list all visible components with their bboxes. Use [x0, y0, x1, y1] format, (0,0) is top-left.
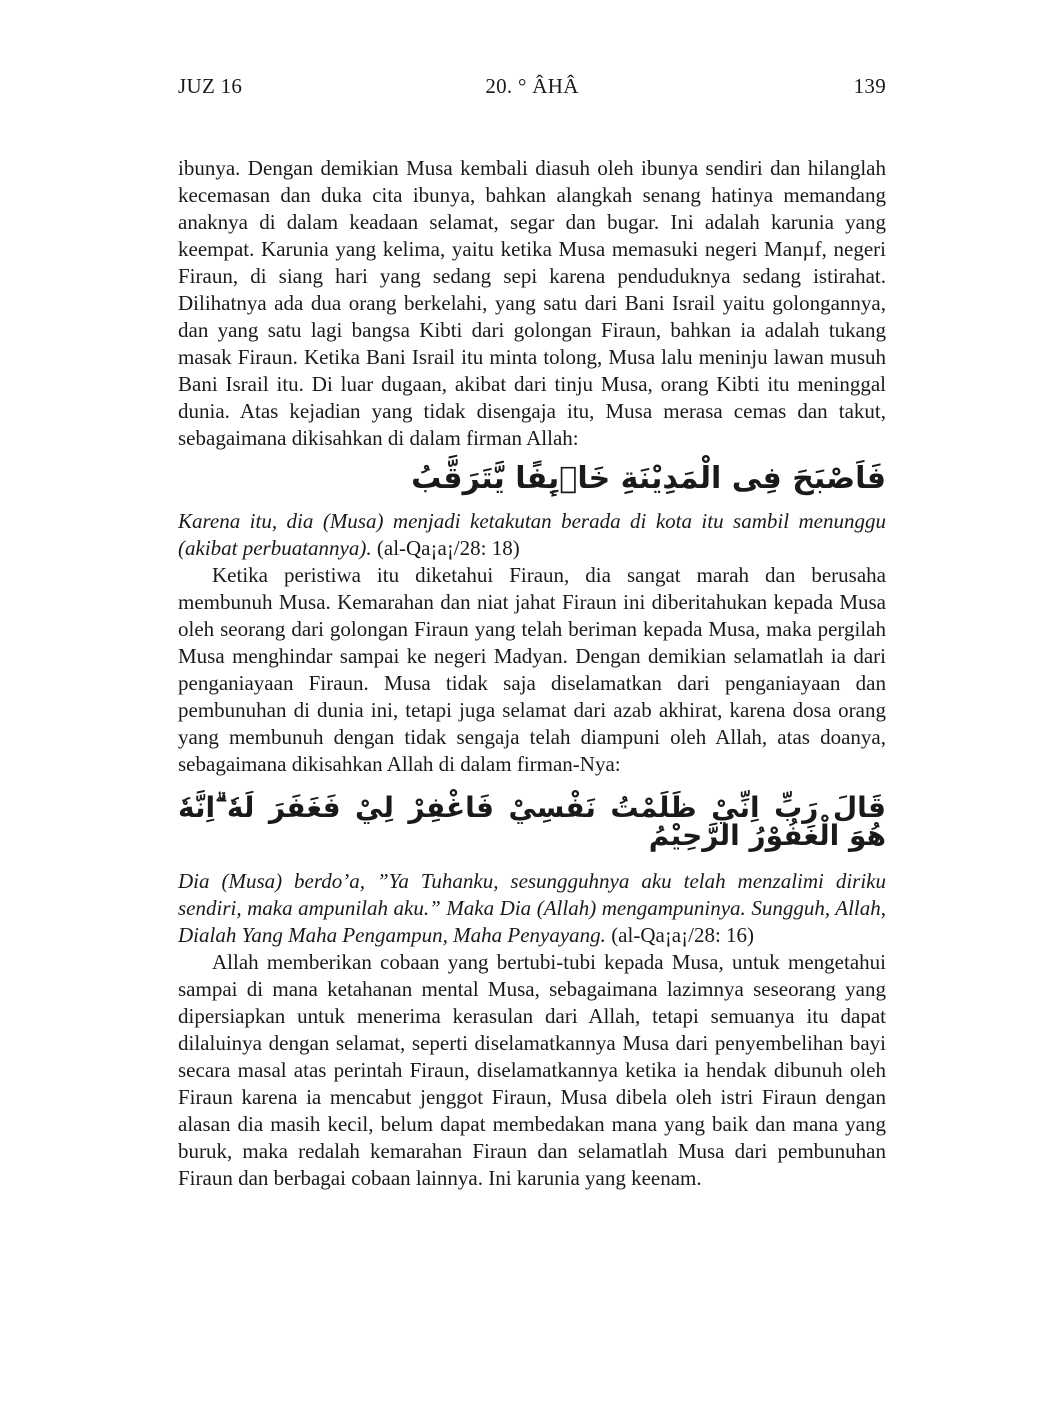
translation-1: [178, 508, 886, 562]
verse-reference-2: (al-Qa¡a¡/28: 16): [611, 923, 755, 947]
body-text: [178, 155, 886, 1192]
header-juz: JUZ 16: [178, 74, 243, 98]
paragraph-2: Ketika peristiwa itu diketahui Firaun, dia sangat marah dan berusaha membunuh Musa. Kemarahan dan niat jahat Firaun ini diberitahukan kepada Musa oleh seorang dari golongan Firaun yang telah beriman kepada Musa, maka pergilah Musa menghindar sampai ke negeri Madyan. Dengan demikian selamatlah ia dari penganiayaan Firaun. Musa tidak saja diselamatkan dari penganiayaan dan pembunuhan di dunia ini, tetapi juga selamat dari azab akhirat, karena dosa orang yang membunuh dengan tidak sengaja telah diampuni oleh Allah, atas doanya, sebagaimana dikisahkan Allah di dalam firman-Nya:: [178, 563, 886, 776]
running-header: [178, 74, 886, 99]
translation-2-text: Dia (Musa) berdo’a, ”Ya Tuhanku, sesungguhnya aku telah menzalimi diriku sendiri, maka ampunilah aku.” Maka Dia (Allah) mengampuninya. Sungguh, Allah, Dialah Yang Maha Pengampun, Maha Penyayang.: [178, 869, 886, 947]
page-number: 139: [853, 74, 886, 98]
arabic-verse-1: فَاَصْبَحَ فِى الْمَدِيْنَةِ خَاۤىِٕفًا يَّتَرَقَّبُ: [411, 461, 886, 496]
arabic-verse-2: قَالَ رَبِّ اِنِّيْ ظَلَمْتُ نَفْسِيْ فَاغْفِرْ لِيْ فَغَفَرَ لَهٗ ۗاِنَّهٗ هُوَ الْغَفُوْرُ الرَّحِيْمُ: [178, 791, 886, 852]
paragraph-3: Allah memberikan cobaan yang bertubi-tubi kepada Musa, untuk mengetahui sampai di mana ketahanan mental Musa, sebagaimana lazimnya seseorang yang dipersiapkan untuk menerima kerasulan dari Allah, tetapi semuanya itu dapat dilaluinya dengan selamat, seperti diselamatkannya Musa dari penyembelihan bayi secara masal atas perintah Firaun, diselamatkannya ketika ia hendak dibunuh oleh Firaun karena ia mencabut jenggot Firaun, Musa dibela oleh istri Firaun dengan alasan dia masih kecil, belum dapat membedakan mana yang baik dan mana yang buruk, maka redalah kemarahan Firaun dan selamatlah Musa dari pembunuhan Firaun dan berbagai cobaan lainnya. Ini karunia yang keenam.: [178, 950, 886, 1190]
header-surah: 20. ° ÂHÂ: [485, 74, 579, 98]
paragraph-1: ibunya. Dengan demikian Musa kembali diasuh oleh ibunya sendiri dan hilanglah kecemasan dan duka cita ibunya, bahkan alangkah senang hatinya memandang anaknya di dalam keadaan selamat, segar dan bugar. Ini adalah karunia yang keempat. Karunia yang kelima, yaitu ketika Musa memasuki negeri Manµf, negeri Firaun, di siang hari yang sedang sepi karena penduduknya sedang istirahat. Dilihatnya ada dua orang berkelahi, yang satu dari Bani Israil yaitu golongannya, dan yang satu lagi bangsa Kibti dari golongan Firaun, bahkan ia adalah tukang masak Firaun. Ketika Bani Israil itu minta tolong, Musa lalu meninju lawan musuh Bani Israil itu. Di luar dugaan, akibat dari tinju Musa, orang Kibti itu meninggal dunia. Atas kejadian yang tidak disengaja itu, Musa merasa cemas dan takut, sebagaimana dikisahkan di dalam firman Allah:: [178, 156, 886, 450]
translation-2: [178, 868, 886, 949]
verse-reference-1: (al-Qa¡a¡/28: 18): [376, 536, 520, 560]
translation-1-text: Karena itu, dia (Musa) menjadi ketakutan berada di kota itu sambil menunggu (akibat perbuatannya).: [178, 509, 886, 560]
